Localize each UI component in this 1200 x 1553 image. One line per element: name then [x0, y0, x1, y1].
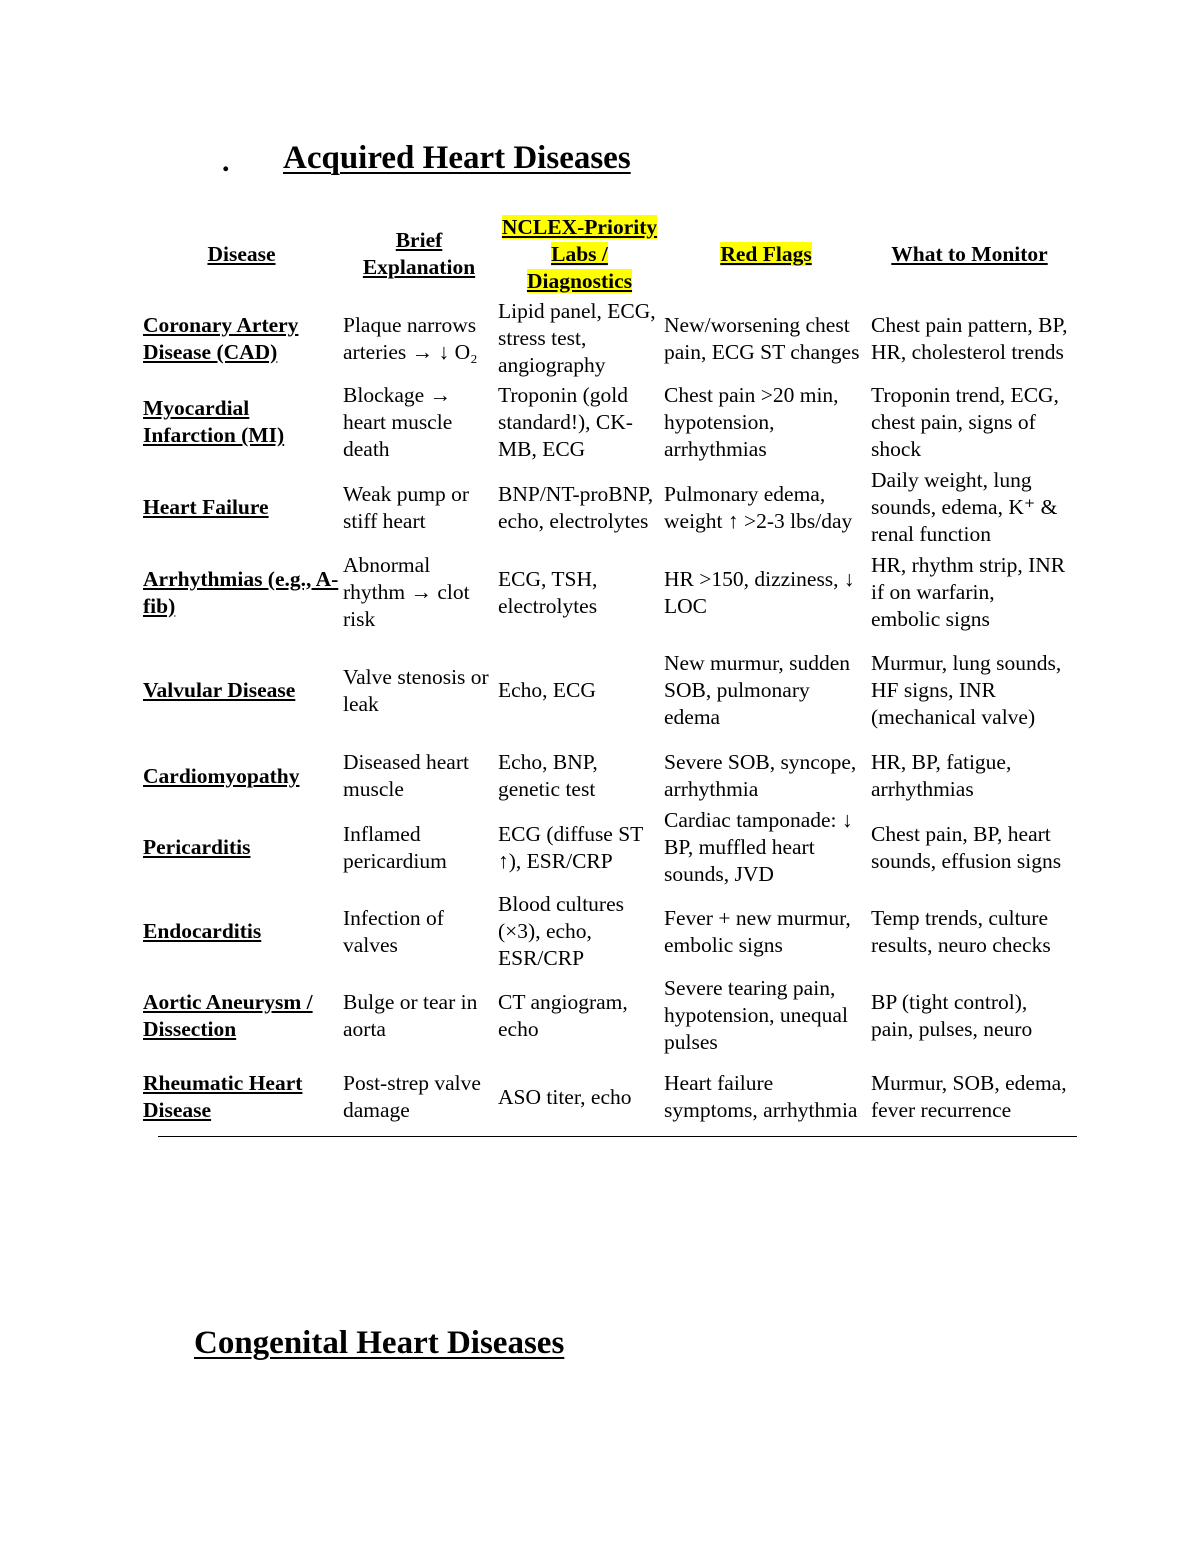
disease-name-cell [140, 298, 340, 379]
monitor-cell [868, 298, 1068, 379]
disease-name-cell [140, 550, 340, 635]
labs-cell-text: Blood cultures (×3), echo, ESR/CRP [498, 892, 624, 970]
red-flags-cell [661, 1057, 868, 1137]
monitor-cell [868, 379, 1068, 465]
red-flags-cell [661, 465, 868, 550]
disease-name-cell [140, 635, 340, 746]
header-disease: Disease [207, 241, 276, 266]
table-row [140, 550, 1068, 635]
bullet-marker: . [222, 145, 230, 178]
labs-cell [495, 298, 661, 379]
table-row [140, 806, 1068, 889]
disease-name-cell [140, 974, 340, 1057]
monitor-cell-text: HR, BP, fatigue, arrhythmias [871, 750, 1012, 801]
disease-name-cell [140, 889, 340, 974]
labs-cell-text: ASO titer, echo [498, 1084, 632, 1109]
explanation-cell [340, 806, 495, 889]
monitor-cell [868, 465, 1068, 550]
red-flags-cell-text: Fever + new murmur, embolic signs [664, 905, 851, 957]
monitor-cell-text: Chest pain, BP, heart sounds, effusion signs [871, 821, 1062, 873]
red-flags-cell [661, 379, 868, 465]
table-row [140, 379, 1068, 465]
monitor-cell-text: Temp trends, culture results, neuro checks [871, 905, 1051, 957]
table-row [140, 298, 1068, 379]
labs-cell [495, 379, 661, 465]
acquired-heart-diseases-table [140, 210, 1068, 1137]
red-flags-cell [661, 889, 868, 974]
red-flags-cell-text: Cardiac tamponade: ↓ BP, muffled heart sounds, JVD [664, 808, 853, 886]
disease-name-cell-text: Aortic Aneurysm / Dissection [143, 989, 313, 1041]
table-row [140, 465, 1068, 550]
explanation-cell [340, 889, 495, 974]
section-title-congenital: Congenital Heart Diseases [194, 1325, 565, 1361]
explanation-cell-text: Post-strep valve damage [343, 1071, 481, 1122]
red-flags-cell-text: Severe tearing pain, hypotension, unequal pulses [664, 976, 848, 1054]
labs-cell-text: Lipid panel, ECG, stress test, angiography [498, 299, 656, 377]
explanation-cell [340, 974, 495, 1057]
labs-cell [495, 1057, 661, 1137]
explanation-cell [340, 746, 495, 806]
explanation-cell [340, 379, 495, 465]
monitor-cell [868, 974, 1068, 1057]
explanation-cell-text: Blockage → heart muscle death [343, 382, 453, 461]
explanation-cell-text: Valve stenosis or leak [343, 664, 489, 716]
labs-cell-text: BNP/NT-proBNP, echo, electrolytes [498, 481, 654, 533]
explanation-cell-text: Inflamed pericardium [343, 821, 447, 873]
disease-name-cell-text: Cardiomyopathy [143, 763, 300, 788]
header-red-flags: Red Flags [720, 241, 812, 266]
red-flags-cell [661, 635, 868, 746]
monitor-cell-text: Chest pain pattern, BP, HR, cholesterol trends [871, 312, 1068, 364]
monitor-cell-text: Murmur, lung sounds, HF signs, INR (mechanical valve) [871, 651, 1062, 729]
explanation-cell [340, 550, 495, 635]
red-flags-cell [661, 550, 868, 635]
labs-cell [495, 550, 661, 635]
disease-name-cell [140, 806, 340, 889]
disease-name-cell [140, 465, 340, 550]
red-flags-cell-text: Severe SOB, syncope, arrhythmia [664, 750, 857, 801]
monitor-cell-text: Murmur, SOB, edema, fever recurrence [871, 1071, 1067, 1122]
monitor-cell-text: HR, rhythm strip, INR if on warfarin, embolic signs [871, 553, 1066, 631]
explanation-cell-text: Plaque narrows arteries → ↓ O₂ [343, 312, 478, 364]
explanation-cell-text: Diseased heart muscle [343, 750, 469, 801]
red-flags-cell-text: Pulmonary edema, weight ↑ >2-3 lbs/day [664, 481, 853, 533]
monitor-cell [868, 889, 1068, 974]
table-row [140, 1057, 1068, 1137]
disease-name-cell [140, 1057, 340, 1137]
monitor-cell-text: Troponin trend, ECG, chest pain, signs of shock [871, 382, 1059, 461]
table-header-row [140, 210, 1068, 298]
explanation-cell-text: Abnormal rhythm → clot risk [343, 553, 470, 631]
labs-cell-text: Troponin (gold standard!), CK-MB, ECG [498, 382, 633, 461]
header-explanation: Brief Explanation [362, 228, 476, 279]
red-flags-cell-text: New murmur, sudden SOB, pulmonary edema [664, 651, 851, 729]
section-title-acquired: Acquired Heart Diseases [283, 140, 631, 176]
labs-cell [495, 889, 661, 974]
monitor-cell [868, 1057, 1068, 1137]
labs-cell [495, 746, 661, 806]
disease-name-cell-text: Arrhythmias (e.g., A-fib) [143, 566, 339, 618]
explanation-cell [340, 1057, 495, 1137]
monitor-cell [868, 550, 1068, 635]
table-row [140, 746, 1068, 806]
labs-cell-text: Echo, BNP, genetic test [498, 750, 598, 801]
disease-name-cell-text: Myocardial Infarction (MI) [143, 396, 285, 447]
monitor-cell [868, 806, 1068, 889]
red-flags-cell-text: Heart failure symptoms, arrhythmia [664, 1071, 858, 1122]
table-row [140, 889, 1068, 974]
explanation-cell [340, 465, 495, 550]
red-flags-cell-text: New/worsening chest pain, ECG ST changes [664, 312, 860, 364]
monitor-cell-text: BP (tight control), pain, pulses, neuro [871, 989, 1033, 1041]
labs-cell [495, 635, 661, 746]
disease-name-cell-text: Heart Failure [143, 495, 269, 519]
red-flags-cell-text: HR >150, dizziness, ↓ LOC [664, 566, 855, 618]
labs-cell [495, 974, 661, 1057]
labs-cell [495, 806, 661, 889]
red-flags-cell [661, 974, 868, 1057]
monitor-cell [868, 746, 1068, 806]
disease-name-cell-text: Rheumatic Heart Disease [143, 1071, 303, 1122]
monitor-cell [868, 635, 1068, 746]
disease-name-cell [140, 746, 340, 806]
explanation-cell-text: Weak pump or stiff heart [343, 481, 470, 533]
disease-name-cell-text: Valvular Disease [143, 678, 296, 702]
monitor-cell-text: Daily weight, lung sounds, edema, K⁺ & renal function [871, 468, 1058, 546]
red-flags-cell [661, 298, 868, 379]
labs-cell-text: ECG, TSH, electrolytes [498, 566, 598, 618]
labs-cell-text: CT angiogram, echo [498, 989, 628, 1041]
disease-name-cell-text: Coronary Artery Disease (CAD) [143, 312, 299, 364]
header-monitor: What to Monitor [891, 241, 1048, 266]
labs-cell-text: Echo, ECG [498, 678, 596, 702]
header-labs: NCLEX-Priority Labs / Diagnostics [501, 214, 658, 293]
explanation-cell [340, 298, 495, 379]
red-flags-cell [661, 746, 868, 806]
disease-name-cell [140, 379, 340, 465]
red-flags-cell [661, 806, 868, 889]
table-row [140, 635, 1068, 746]
labs-cell [495, 465, 661, 550]
table-row [140, 974, 1068, 1057]
explanation-cell [340, 635, 495, 746]
table-bottom-rule [158, 1136, 1077, 1137]
disease-name-cell-text: Pericarditis [143, 835, 251, 859]
explanation-cell-text: Bulge or tear in aorta [343, 989, 478, 1041]
labs-cell-text: ECG (diffuse ST ↑), ESR/CRP [498, 821, 643, 873]
explanation-cell-text: Infection of valves [343, 905, 444, 957]
disease-name-cell-text: Endocarditis [143, 919, 262, 943]
red-flags-cell-text: Chest pain >20 min, hypotension, arrhythmias [664, 382, 839, 461]
